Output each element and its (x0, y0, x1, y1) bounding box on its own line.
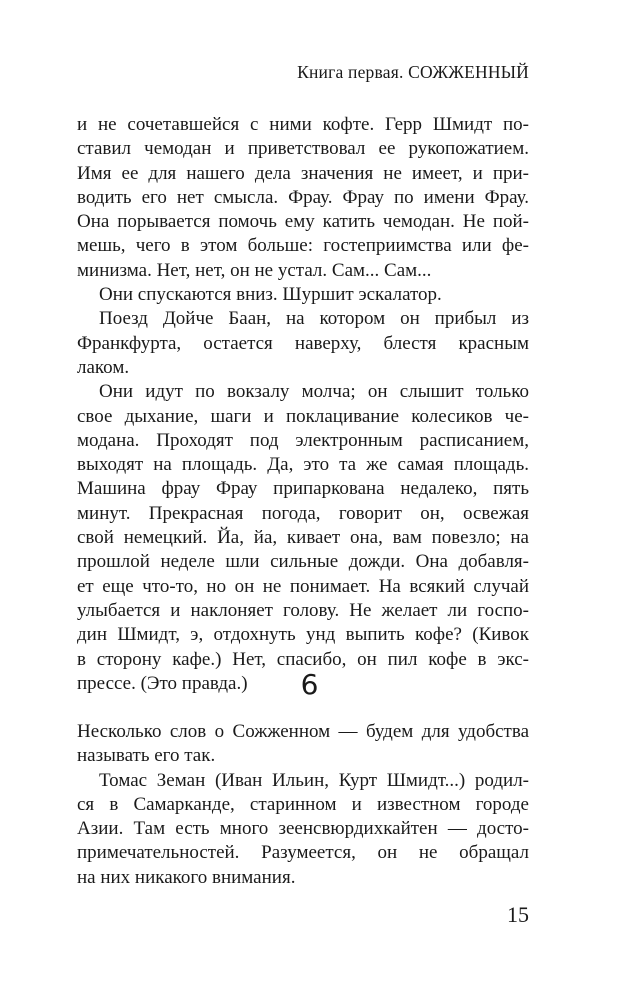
chapter-number: 6 (300, 668, 319, 701)
text-line: ет еще что-то, но он не понимает. На всякий случай (77, 575, 529, 597)
text-line: ся в Самарканде, старинном и известном городе (77, 793, 529, 815)
text-line: на них никакого внимания. (77, 866, 296, 888)
text-line: Имя ее для нашего дела значения не имеет, и при- (77, 162, 529, 184)
text-line: минизма. Нет, нет, он не устал. Сам... Сам... (77, 259, 432, 281)
text-line: минут. Прекрасная погода, говорит он, освежая (77, 502, 529, 524)
text-line: Они идут по вокзалу молча; он слышит только (99, 381, 529, 403)
text-line: свой немецкий. Йа, йа, кивает она, вам повезло; на (77, 527, 529, 549)
text-line: Они спускаются вниз. Шуршит эскалатор. (99, 284, 442, 306)
text-line: водить его нет смысла. Фрау. Фрау по имени Фрау. (77, 186, 529, 208)
text-line: Франкфурта, остается наверху, блестя красным (77, 332, 529, 354)
text-line: прошлой неделе шли сильные дожди. Она добавля- (77, 551, 529, 573)
text-line: Она порывается помочь ему катить чемодан. Не пой- (77, 211, 529, 233)
text-line: выходят на площадь. Да, это та же самая площадь. (77, 454, 529, 476)
text-line: лаком. (77, 356, 130, 378)
text-line: прессе. (Это правда.) (77, 672, 248, 694)
page-number: 15 (507, 902, 529, 927)
body-text-bottom (77, 720, 529, 890)
text-line: модана. Проходят под электронным расписанием, (77, 429, 529, 451)
text-line: Машина фрау Фрау припаркована недалеко, пять (77, 478, 529, 500)
text-line: Азии. Там есть много зеенсвюрдихкайтен — досто- (77, 818, 529, 840)
text-line: мешь, чего в этом больше: гостеприимства или фе- (77, 235, 529, 257)
text-line: Поезд Дойче Баан, на котором он прибыл из (99, 308, 529, 330)
text-line: и не сочетавшейся с ними кофте. Герр Шмидт по- (77, 114, 529, 135)
text-line: дин Шмидт, э, отдохнуть унд выпить кофе? (Кивок (77, 624, 529, 646)
text-line: примечательностей. Разумеется, он не обращал (77, 842, 529, 864)
text-line: Томас Земан (Иван Ильин, Курт Шмидт...) родил- (99, 769, 529, 791)
text-line: Несколько слов о Сожженном — будем для удобства (77, 721, 529, 742)
text-line: улыбается и наклоняет голову. Не желает ли госпо- (77, 599, 529, 621)
running-header: Книга первая. СОЖЖЕННЫЙ (297, 62, 529, 82)
text-line: называть его так. (77, 745, 216, 767)
text-line: ставил чемодан и приветствовал ее рукопожатием. (77, 138, 529, 160)
body-text-top (77, 113, 529, 696)
text-line: свое дыхание, шаги и поклацивание колесиков че- (77, 405, 529, 427)
text-line: в сторону кафе.) Нет, спасибо, он пил кофе в экс- (77, 648, 529, 670)
